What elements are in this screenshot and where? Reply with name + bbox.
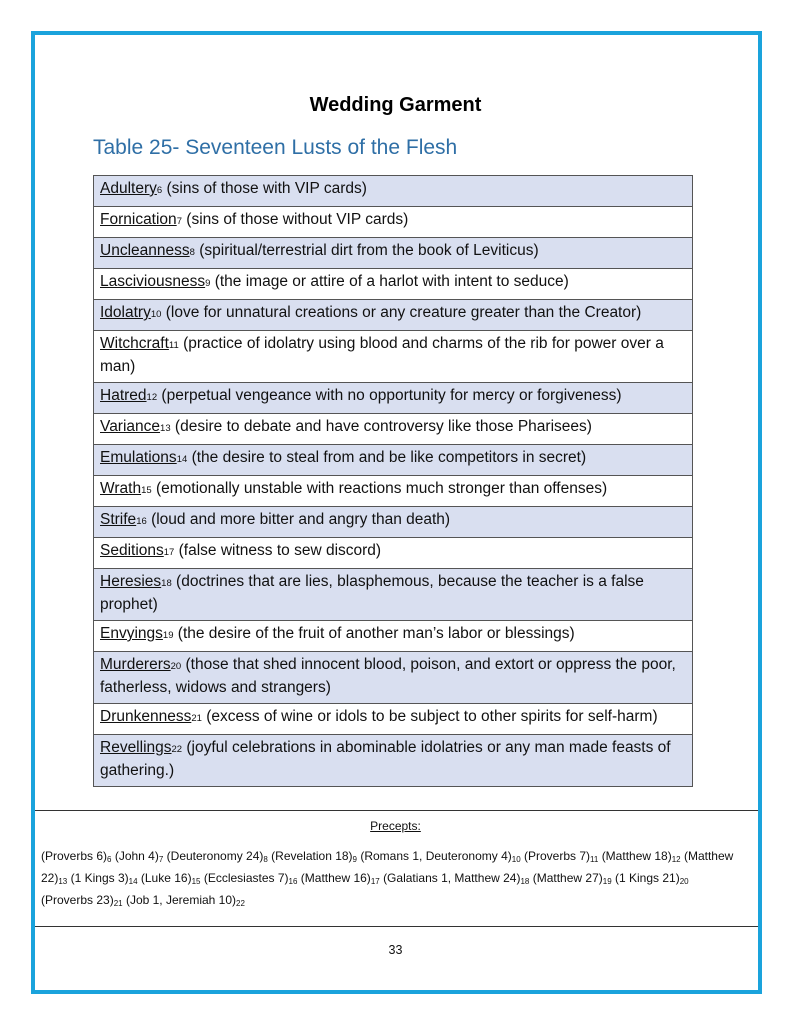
precept-ref: 22 [236,899,245,908]
lust-description: (sins of those without VIP cards) [181,211,409,228]
precept-ref: 13 [58,877,68,886]
lust-term: Adultery [100,180,157,197]
lust-term: Lasciviousness [100,273,206,290]
precepts-top-divider [35,810,758,811]
lust-description: (love for unnatural creations or any creature greater than the Creator) [161,304,642,321]
table-row [94,207,693,238]
table-row [94,300,693,331]
precept-ref: 17 [370,877,380,886]
precept-citation: (Romans 1, Deuteronomy 4) [360,849,512,863]
table-row [94,445,693,476]
table-caption: Table 25- Seventeen Lusts of the Flesh [93,136,458,159]
lust-description: (those that shed innocent blood, poison, and extort or oppress the poor, fatherless, widows and strangers) [100,656,676,696]
precept-ref: 9 [352,855,357,864]
table-row [94,538,693,569]
lust-term: Variance [100,418,161,435]
footnote-ref: 16 [136,516,147,527]
table-row [94,652,693,704]
lust-description: (emotionally unstable with reactions much stronger than offenses) [151,480,608,497]
precepts-list [41,846,741,912]
lust-term: Uncleanness [100,242,190,259]
footnote-ref: 22 [171,744,183,755]
table-cell [94,507,693,538]
precept-citation: (Proverbs 7) [524,849,591,863]
precept-citation: (Deuteronomy 24) [166,849,264,863]
precept-citation: (Proverbs 23) [41,893,114,907]
precept-ref: 11 [590,855,599,864]
lust-term: Wrath [100,480,142,497]
table-cell [94,269,693,300]
lust-term: Seditions [100,542,164,559]
precept-ref: 21 [113,899,123,908]
lust-description: (false witness to sew discord) [174,542,382,559]
lust-description: (doctrines that are lies, blasphemous, because the teacher is a false prophet) [100,573,644,613]
footnote-ref: 17 [163,547,175,558]
table-cell [94,300,693,331]
lust-term: Emulations [100,449,177,466]
lust-description: (the desire of the fruit of another man’s labor or blessings) [173,625,575,642]
footnote-ref: 21 [191,713,202,724]
lust-description: (the image or attire of a harlot with intent to seduce) [210,273,569,290]
footnote-ref: 19 [162,630,174,641]
footnote-ref: 20 [170,661,182,672]
lust-term: Witchcraft [100,335,169,352]
precept-ref: 20 [679,877,689,886]
precept-citation: (Ecclesiastes 7) [203,871,289,885]
footnote-ref: 12 [146,392,158,403]
lust-description: (spiritual/terrestrial dirt from the book of Leviticus) [194,242,539,259]
lust-description: (the desire to steal from and be like competitors in secret) [187,449,587,466]
footnote-ref: 10 [150,309,162,320]
table-cell [94,238,693,269]
lust-term: Hatred [100,387,147,404]
footnote-ref: 8 [189,247,195,258]
table-cell [94,176,693,207]
lust-term: Envyings [100,625,163,642]
precept-ref: 16 [288,877,298,886]
footnote-ref: 11 [168,340,179,351]
table-row [94,569,693,621]
precept-ref: 8 [263,855,268,864]
table-cell [94,414,693,445]
table-row [94,269,693,300]
table-cell [94,445,693,476]
precepts-bottom-divider [35,926,758,927]
precept-ref: 12 [671,855,681,864]
precept-citation: (Matthew 18) [601,849,672,863]
precept-citation: (Luke 16) [140,871,192,885]
precept-ref: 19 [602,877,612,886]
lust-description: (excess of wine or idols to be subject to other spirits for self-harm) [201,708,658,725]
table-cell [94,383,693,414]
precept-citation: (Proverbs 6) [41,849,108,863]
table-row [94,383,693,414]
table-row [94,507,693,538]
table-row [94,621,693,652]
lust-description: (perpetual vengeance with no opportunity for mercy or forgiveness) [157,387,622,404]
table-cell [94,331,693,383]
footnote-ref: 7 [176,216,182,227]
lust-term: Strife [100,511,137,528]
table-row [94,704,693,735]
precept-citation: (Revelation 18) [271,849,353,863]
precept-citation: (John 4) [114,849,159,863]
table-cell [94,704,693,735]
precept-citation: (Matthew 16) [300,871,371,885]
table-cell [94,207,693,238]
footnote-ref: 14 [176,454,188,465]
table-cell [94,652,693,704]
lusts-table [93,175,693,787]
precept-citation: (Matthew 27) [532,871,603,885]
footnote-ref: 9 [205,278,211,289]
lust-term: Fornication [100,211,177,228]
table-row [94,176,693,207]
precept-citation: (Galatians 1, Matthew 24) [383,871,521,885]
lust-description: (practice of idolatry using blood and charms of the rib for power over a man) [100,335,664,375]
lust-description: (sins of those with VIP cards) [162,180,367,197]
precept-ref: 14 [128,877,138,886]
precept-ref: 6 [107,855,112,864]
precept-ref: 7 [158,855,164,864]
lust-description: (desire to debate and have controversy like those Pharisees) [170,418,592,435]
lust-term: Murderers [100,656,171,673]
table-row [94,238,693,269]
precept-ref: 15 [191,877,201,886]
table-cell [94,621,693,652]
lust-term: Drunkenness [100,708,192,725]
table-cell [94,476,693,507]
precept-citation: (1 Kings 3) [70,871,129,885]
table-cell [94,735,693,787]
precept-ref: 18 [520,877,530,886]
lusts-table-body [94,176,693,787]
precepts-title: Precepts: [370,819,421,833]
footnote-ref: 18 [161,578,172,589]
lust-term: Idolatry [100,304,151,321]
precept-citation: (Job 1, Jeremiah 10) [125,893,237,907]
lust-description: (joyful celebrations in abominable idolatries or any man made feasts of gathering.) [100,739,671,779]
page-number: 33 [388,943,403,957]
lust-description: (loud and more bitter and angry than death) [146,511,451,528]
table-row [94,414,693,445]
footnote-ref: 6 [156,185,163,196]
table-row [94,735,693,787]
footnote-ref: 13 [160,423,171,434]
table-cell [94,569,693,621]
table-cell [94,538,693,569]
precept-citation: (Matthew 22) [41,849,734,885]
footnote-ref: 15 [141,485,152,496]
table-row [94,476,693,507]
precept-ref: 10 [511,855,521,864]
precept-citation: (1 Kings 21) [615,871,680,885]
page-title: Wedding Garment [309,94,482,116]
lust-term: Heresies [100,573,162,590]
table-row [94,331,693,383]
lust-term: Revellings [100,739,172,756]
